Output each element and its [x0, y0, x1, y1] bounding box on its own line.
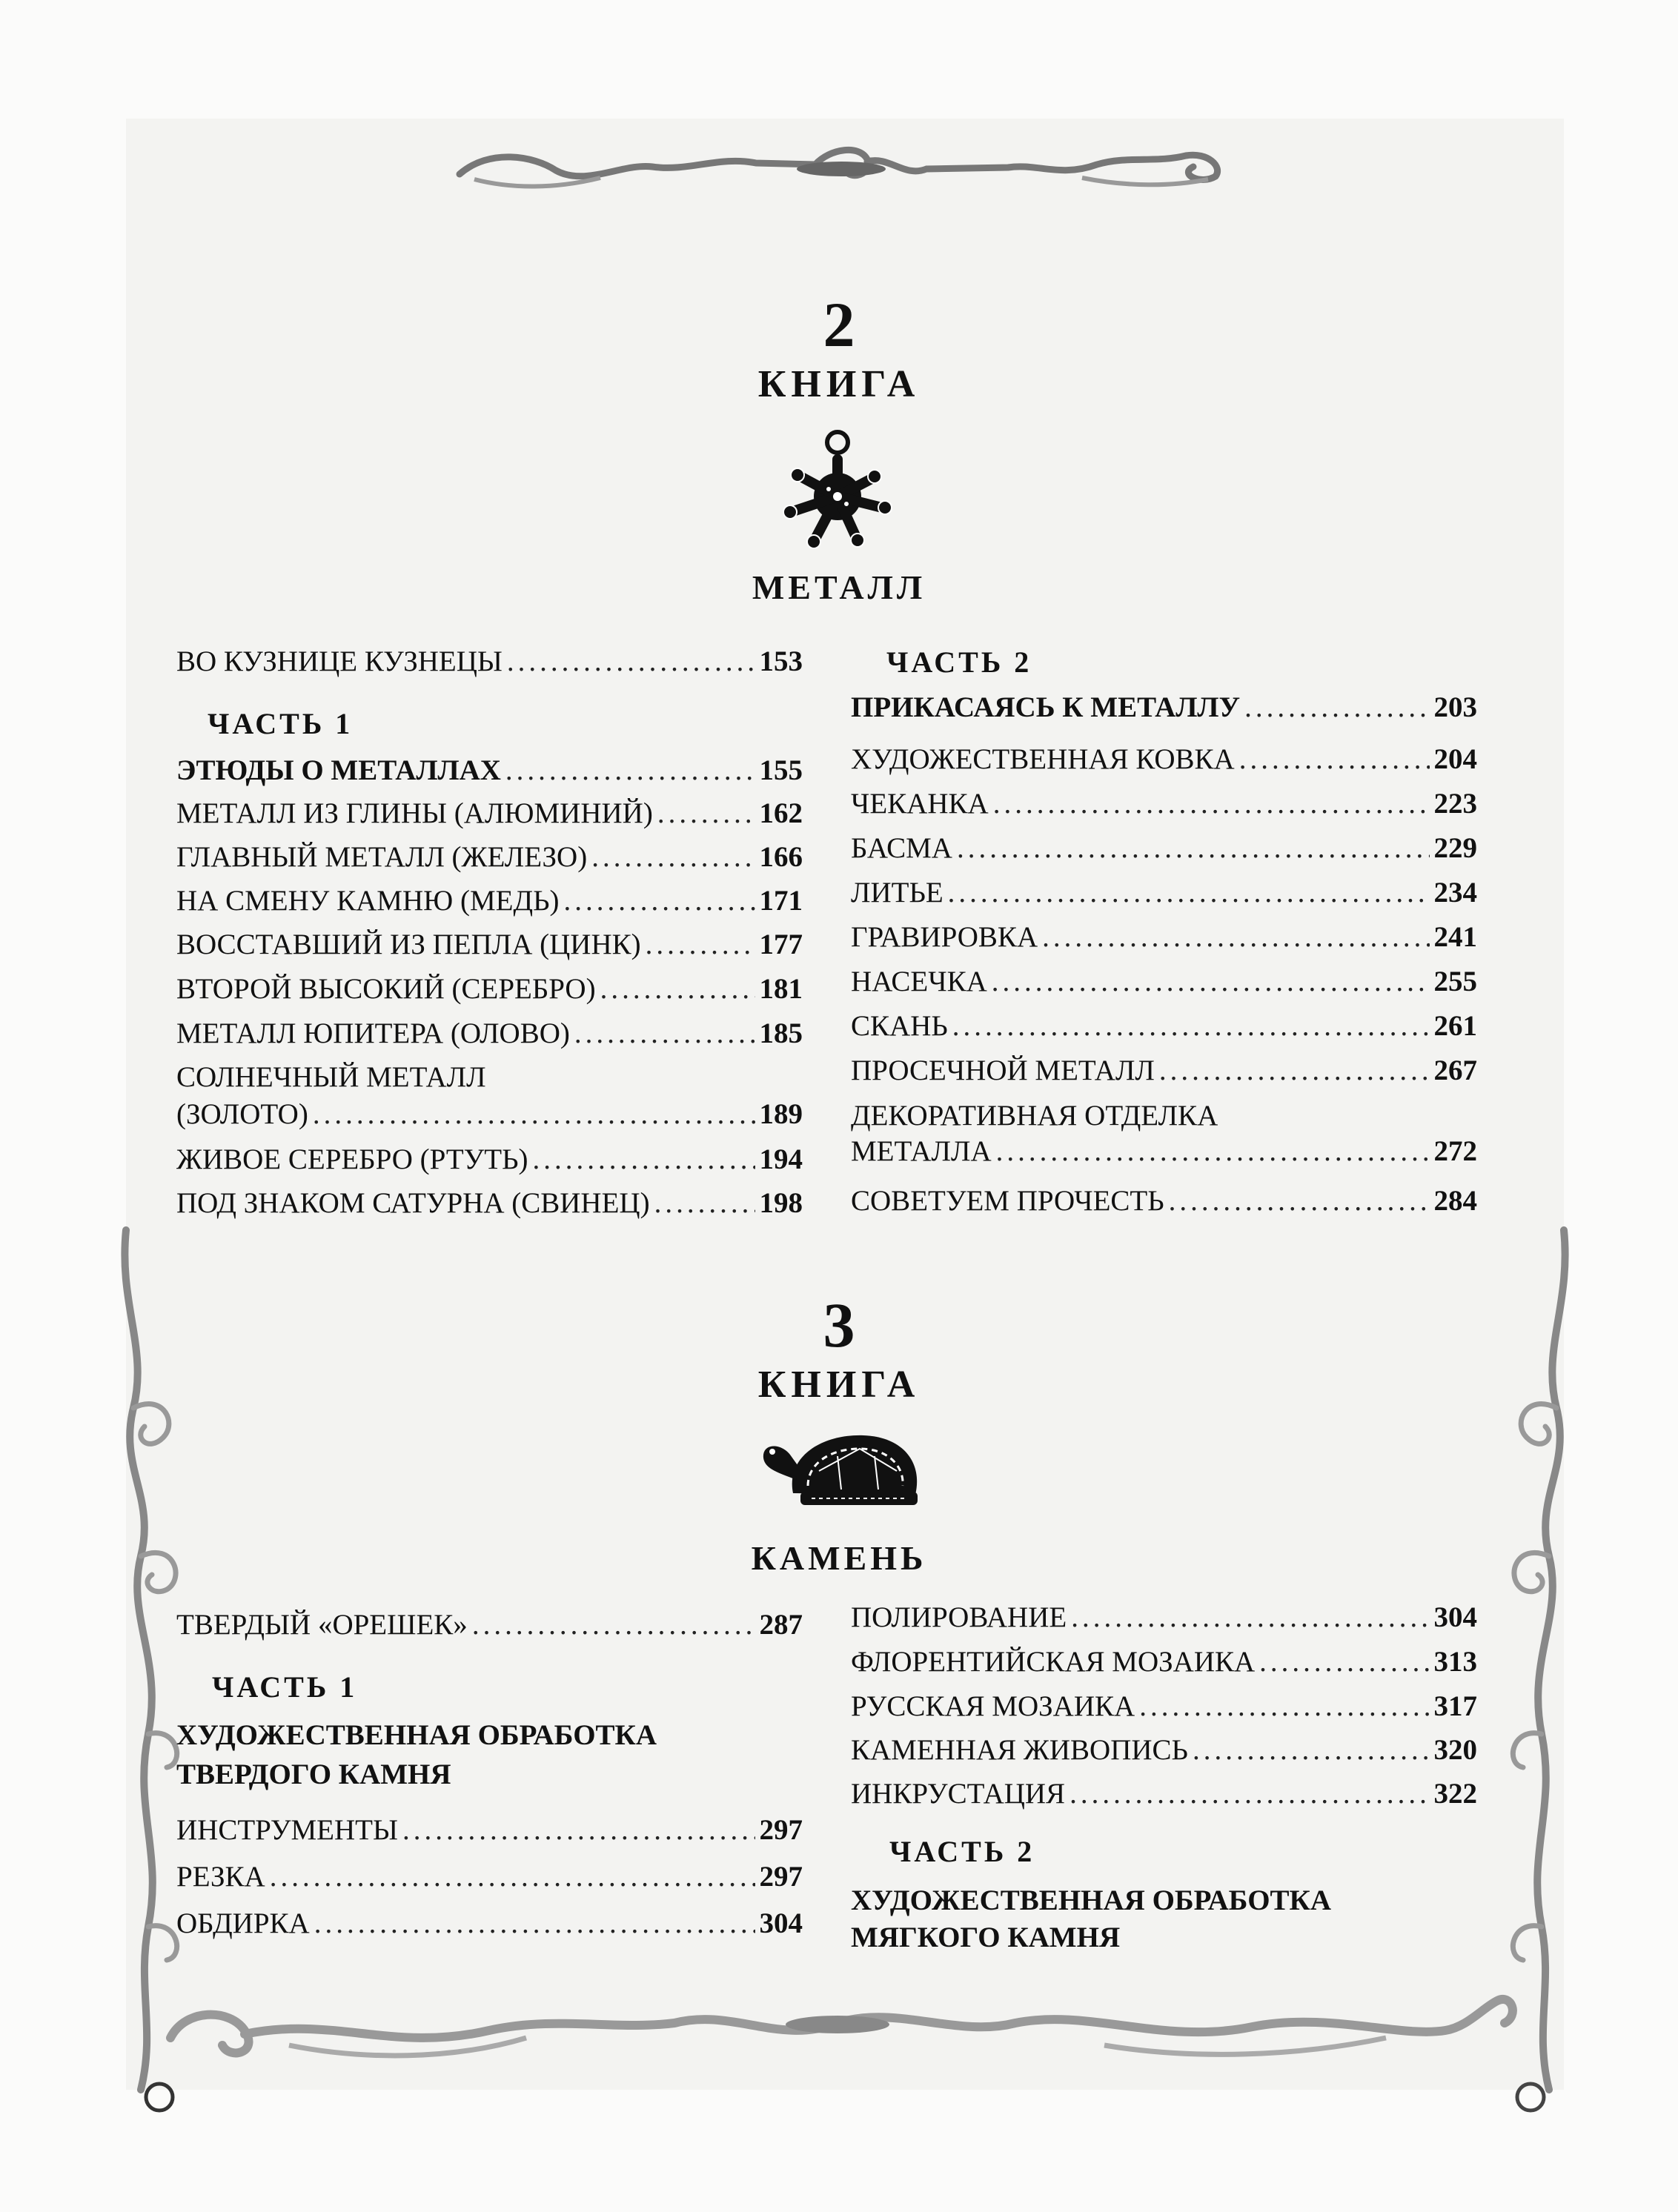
book-word: КНИГА: [757, 1364, 921, 1406]
page-number: 153: [759, 645, 803, 677]
stone-turtle-emblem: [756, 1426, 926, 1515]
toc-entry-line[interactable]: СОЛНЕЧНЫЙ МЕТАЛЛ: [176, 1061, 486, 1093]
part-label: ЧАСТЬ 1: [208, 707, 354, 740]
metal-pendant-emblem: [763, 426, 912, 559]
part-label: ЧАСТЬ 2: [889, 1835, 1035, 1868]
book-3-heading: [0, 1289, 1678, 1406]
toc-entry[interactable]: ПРОСЕЧНОЙ МЕТАЛЛ ..... 267: [851, 1056, 1477, 1085]
part-title: ХУДОЖЕСТВЕННАЯ ОБРАБОТКА: [176, 1719, 657, 1751]
toc-entry[interactable]: ВО КУЗНИЦЕ КУЗНЕЦЫ ..... 153: [176, 647, 803, 676]
part-title: ХУДОЖЕСТВЕННАЯ ОБРАБОТКА: [851, 1884, 1331, 1916]
toc-entry[interactable]: СКАНЬ ..... 261: [851, 1012, 1477, 1040]
scroll-ornament-top: [445, 133, 1238, 200]
book-3-title: КАМЕНЬ: [751, 1539, 927, 1577]
toc-entry[interactable]: ЭТЮДЫ О МЕТАЛЛАХ ..... 155: [176, 756, 803, 785]
part-title: МЯГКОГО КАМНЯ: [851, 1922, 1121, 1953]
toc-entry[interactable]: ИНКРУСТАЦИЯ ..... 322: [851, 1779, 1477, 1808]
toc-entry[interactable]: КАМЕННАЯ ЖИВОПИСЬ ..... 320: [851, 1736, 1477, 1764]
toc-entry[interactable]: РЕЗКА ..... 297: [176, 1862, 803, 1891]
toc-entry[interactable]: ПОД ЗНАКОМ САТУРНА (СВИНЕЦ) ..... 198: [176, 1189, 803, 1218]
toc-entry[interactable]: ПРИКАСАЯСЬ К МЕТАЛЛУ ..... 203: [851, 693, 1477, 722]
book-2-title: МЕТАЛЛ: [752, 568, 926, 606]
toc-entry[interactable]: МЕТАЛЛА ..... 272: [851, 1137, 1477, 1166]
toc-entry[interactable]: СОВЕТУЕМ ПРОЧЕСТЬ ..... 284: [851, 1186, 1477, 1215]
toc-entry[interactable]: ТВЕРДЫЙ «ОРЕШЕК» ..... 287: [176, 1610, 803, 1639]
toc-entry[interactable]: ПОЛИРОВАНИЕ ..... 304: [851, 1603, 1477, 1632]
toc-entry[interactable]: (ЗОЛОТО) ..... 189: [176, 1100, 803, 1129]
scroll-ornament-bottom: [141, 1964, 1534, 2075]
toc-entry[interactable]: ЧЕКАНКА ..... 223: [851, 789, 1477, 818]
toc-entry[interactable]: БАСМА ..... 229: [851, 834, 1477, 863]
toc-entry[interactable]: ВТОРОЙ ВЫСОКИЙ (СЕРЕБРО) ..... 181: [176, 974, 803, 1003]
toc-entry[interactable]: ХУДОЖЕСТВЕННАЯ КОВКА ..... 204: [851, 745, 1477, 774]
toc-entry[interactable]: МЕТАЛЛ ИЗ ГЛИНЫ (АЛЮМИНИЙ) ..... 162: [176, 799, 803, 828]
toc-entry[interactable]: ЖИВОЕ СЕРЕБРО (РТУТЬ) ..... 194: [176, 1145, 803, 1174]
toc-entry[interactable]: ФЛОРЕНТИЙСКАЯ МОЗАИКА ..... 313: [851, 1647, 1477, 1676]
book-2-heading: [0, 289, 1678, 406]
book-word: КНИГА: [757, 363, 921, 405]
part-title: ТВЕРДОГО КАМНЯ: [176, 1758, 451, 1790]
toc-entry[interactable]: ИНСТРУМЕНТЫ ..... 297: [176, 1816, 803, 1844]
toc-entry[interactable]: ГРАВИРОВКА ..... 241: [851, 923, 1477, 951]
toc-entry[interactable]: НАСЕЧКА ..... 255: [851, 967, 1477, 996]
toc-entry[interactable]: ОБДИРКА ..... 304: [176, 1909, 803, 1938]
toc-entry[interactable]: РУССКАЯ МОЗАИКА ..... 317: [851, 1692, 1477, 1721]
toc-entry[interactable]: МЕТАЛЛ ЮПИТЕРА (ОЛОВО) ..... 185: [176, 1019, 803, 1048]
part-label: ЧАСТЬ 2: [886, 645, 1032, 679]
part-label: ЧАСТЬ 1: [212, 1670, 358, 1704]
toc-entry[interactable]: ЛИТЬЕ ..... 234: [851, 878, 1477, 907]
book-number: 3: [823, 1289, 855, 1361]
book-number: 2: [823, 289, 855, 360]
toc-entry-line[interactable]: ДЕКОРАТИВНАЯ ОТДЕЛКА: [851, 1100, 1218, 1132]
toc-entry[interactable]: ВОССТАВШИЙ ИЗ ПЕПЛА (ЦИНК) ..... 177: [176, 930, 803, 959]
toc-entry[interactable]: НА СМЕНУ КАМНЮ (МЕДЬ) ..... 171: [176, 886, 803, 915]
toc-entry[interactable]: ГЛАВНЫЙ МЕТАЛЛ (ЖЕЛЕЗО) ..... 166: [176, 843, 803, 871]
